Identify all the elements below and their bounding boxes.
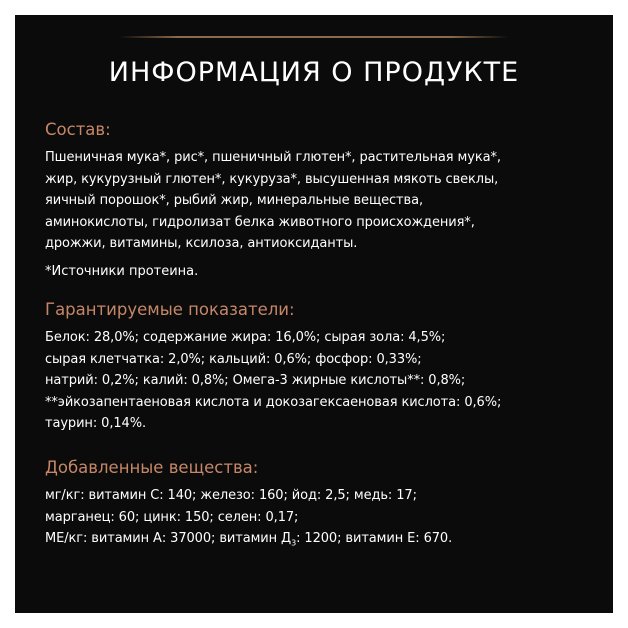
additives-line-vitamins [45,528,590,554]
guaranteed-heading: Гарантируемые показатели: [45,300,295,319]
subscript-text: 3 [291,538,297,548]
composition-note: *Источники протеина. [45,263,199,279]
guaranteed-line: натрий: 0,2%; калий: 0,8%; Омега-3 жирные кислоты**: 0,8%; [45,373,466,388]
guaranteed-line: **эйкозапентаеновая кислота и докозагексаеновая кислота: 0,6%; [45,394,502,410]
additives-line-part: : 1200; витамин Е: 670. [296,531,453,546]
composition-line: яичный порошок*, рыбий жир, минеральные вещества, [45,193,423,208]
composition-section [45,120,590,282]
guaranteed-line: таурин: 0,14%. [45,416,146,431]
composition-line: аминокислоты, гидролизат белка животного происхождения*, [45,214,475,230]
decorative-top-line [119,36,509,38]
info-panel [15,15,613,613]
composition-heading: Состав: [45,120,111,139]
composition-line: дрожжи, витамины, ксилоза, антиоксиданты. [45,236,358,251]
additives-line: марганец: 60; цинк: 150; селен: 0,17; [45,509,299,525]
additives-line-part: МЕ/кг: витамин А: 37000; витамин Д [45,531,292,546]
guaranteed-line: сырая клетчатка: 2,0%; кальций: 0,6%; фосфор: 0,33%; [45,351,422,367]
guaranteed-line: Белок: 28,0%; содержание жира: 16,0%; сырая зола: 4,5%; [45,330,446,345]
guaranteed-section [45,300,590,435]
composition-line: Пшеничная мука*, рис*, пшеничный глютен*, растительная мука*, [45,150,501,165]
additives-line: мг/кг: витамин C: 140; железо: 160; йод: 2,5; медь: 17; [45,488,417,503]
composition-line: жир, кукурузный глютен*, кукуруза*, высушенная мякоть свеклы, [45,171,499,187]
additives-section [45,458,590,554]
page-title: ИНФОРМАЦИЯ О ПРОДУКТЕ [108,57,520,88]
additives-heading: Добавленные вещества: [45,458,259,477]
